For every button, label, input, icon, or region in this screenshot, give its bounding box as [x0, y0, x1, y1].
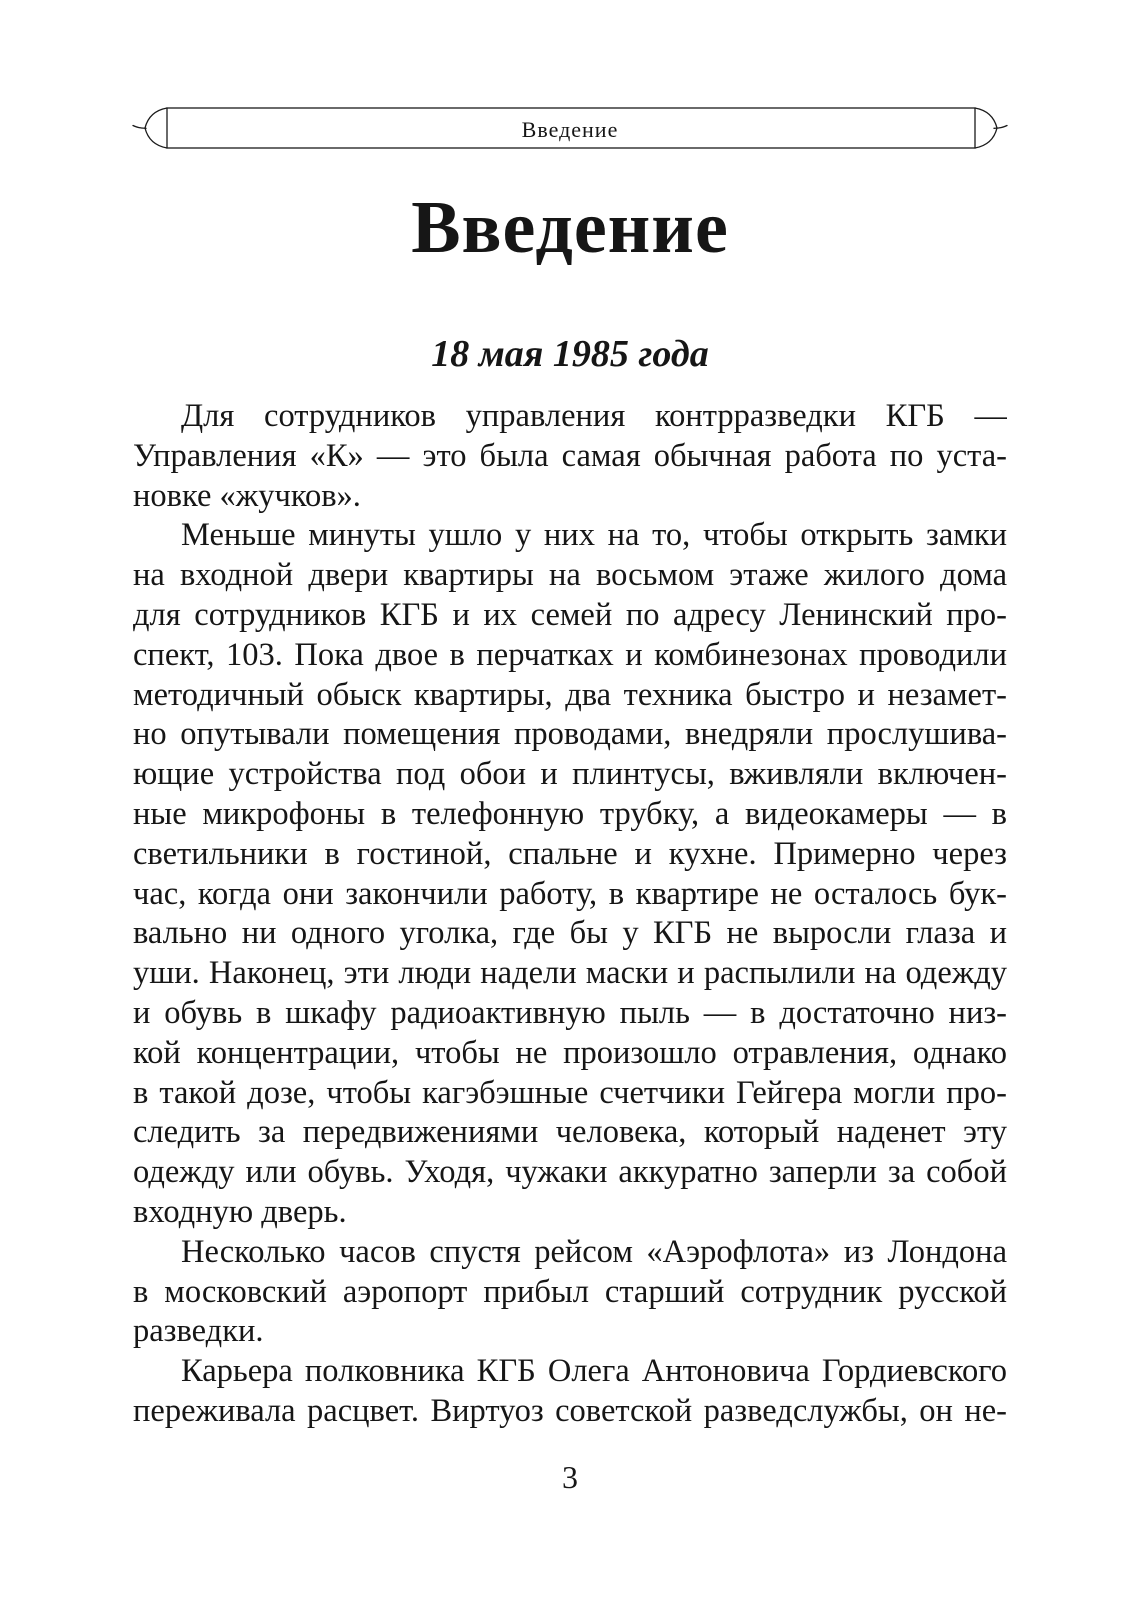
text-line: ные микрофоны в телефонную трубку, а видеокамеры — в [133, 795, 1007, 832]
running-header [125, 103, 1015, 153]
text-line: методичный обыск квартиры, два техника быстро и незамет- [133, 676, 1007, 713]
paragraph [133, 1352, 1007, 1432]
text-line: для сотрудников КГБ и их семей по адресу Ленинский про- [133, 596, 1007, 633]
text-line: в такой дозе, чтобы кагэбэшные счетчики Гейгера могли про- [133, 1074, 1007, 1111]
text-line: в московский аэропорт прибыл старший сотрудник русской [133, 1273, 1007, 1310]
text-line: следить за передвижениями человека, который наденет эту [133, 1114, 1007, 1151]
text-line: светильники в гостиной, спальне и кухне. Примерно через [133, 835, 1007, 872]
text-line: Меньше минуты ушло у них на то, чтобы открыть замки [181, 517, 1007, 554]
text-line: уши. Наконец, эти люди надели маски и распылили на одежду [133, 955, 1007, 992]
text-line: Управления «К» — это была самая обычная работа по уста- [133, 437, 1007, 474]
page-number: 3 [562, 1459, 578, 1495]
body-text [133, 397, 1007, 1432]
text-line: час, когда они закончили работу, в квартире не осталось бук- [133, 875, 1007, 912]
running-header-label: Введение [521, 117, 619, 142]
text-line: кой концентрации, чтобы не произошло отравления, однако [133, 1034, 1007, 1071]
paragraph [133, 397, 1007, 516]
text-line: и обувь в шкафу радиоактивную пыль — в достаточно низ- [133, 994, 1007, 1031]
paragraph [133, 516, 1007, 1232]
text-line: разведки. [133, 1313, 264, 1350]
text-line: Для сотрудников управления контрразведки КГБ — [181, 398, 1007, 434]
text-line: но опутывали помещения проводами, внедряли прослушива- [133, 716, 1007, 753]
text-line: вально ни одного уголка, где бы у КГБ не выросли глаза и [133, 915, 1007, 952]
text-line: одежду или обувь. Уходя, чужаки аккуратно заперли за собой [133, 1154, 1007, 1191]
text-line: Несколько часов спустя рейсом «Аэрофлота» из Лондона [181, 1233, 1007, 1270]
text-line: входную дверь. [133, 1193, 347, 1230]
text-line: Карьера полковника КГБ Олега Антоновича Гордиевского [181, 1353, 1007, 1390]
text-line: новке «жучков». [133, 477, 361, 514]
text-line: ющие устройства под обои и плинтусы, вживляли включен- [133, 756, 1007, 793]
paragraph [133, 1233, 1007, 1352]
chapter-title: Введение [411, 187, 729, 269]
text-line: на входной двери квартиры на восьмом этаже жилого дома [133, 557, 1007, 594]
text-line: переживала расцвет. Виртуоз советской разведслужбы, он не- [133, 1392, 1007, 1429]
text-line: спект, 103. Пока двое в перчатках и комбинезонах проводили [133, 636, 1007, 673]
date-heading: 18 мая 1985 года [431, 333, 709, 375]
